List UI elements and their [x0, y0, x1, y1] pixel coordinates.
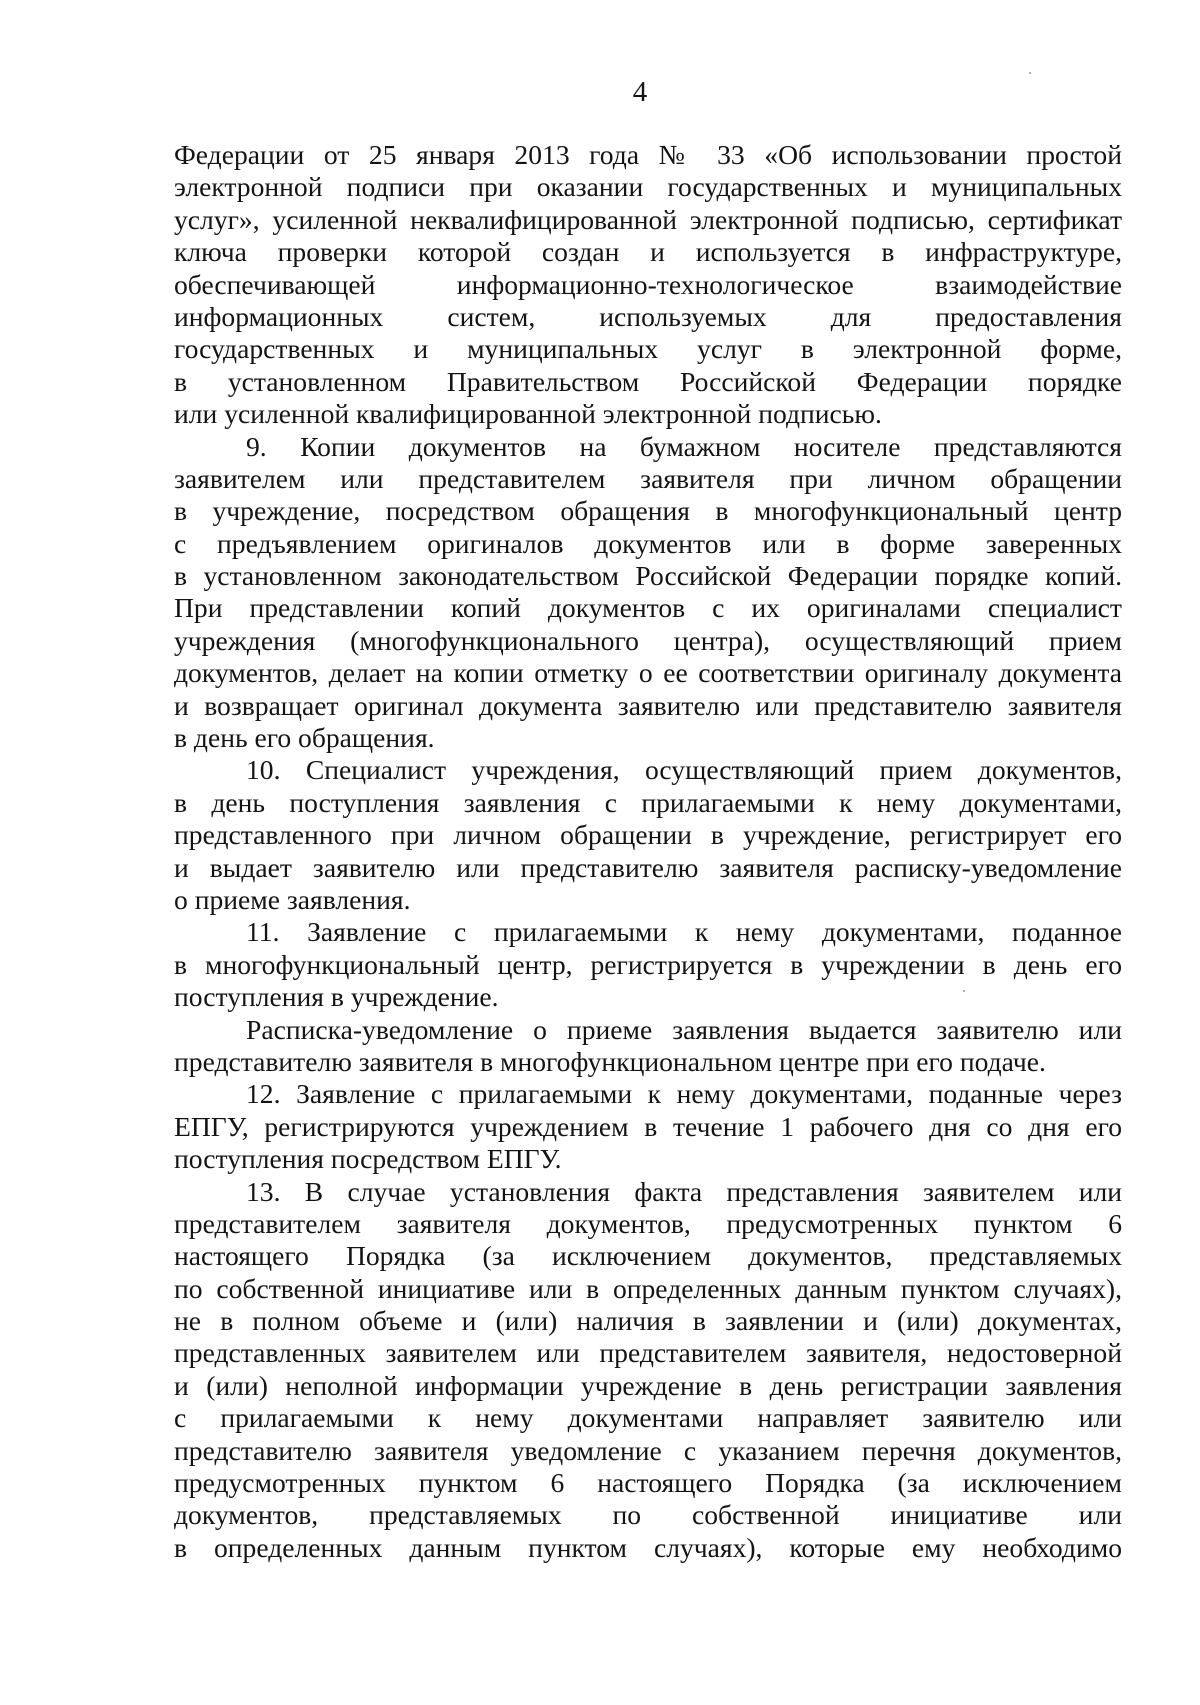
text-line: 11. Заявление с прилагаемыми к нему документами, поданное: [246, 916, 1122, 948]
text-line: представленных заявителем или представителем заявителя, недостоверной: [174, 1337, 1122, 1369]
text-line: документов, делает на копии отметку о ее соответствии оригиналу документа: [174, 657, 1122, 689]
text-line: обеспечивающей информационно-технологическое взаимодействие: [174, 268, 1122, 300]
text-line: не в полном объеме и (или) наличия в заявлении и (или) документах,: [174, 1305, 1122, 1337]
scan-speck: [1029, 72, 1031, 74]
text-line: информационных систем, используемых для предоставления: [174, 300, 1122, 332]
text-line: 13. В случае установления факта представления заявителем или: [246, 1175, 1122, 1207]
text-line: ключа проверки которой создан и используется в инфраструктуре,: [174, 236, 1122, 268]
text-line: поступления в учреждение.: [174, 981, 499, 1013]
text-line: по собственной инициативе или в определенных данным пунктом случаях),: [174, 1272, 1122, 1304]
text-line: в день поступления заявления с прилагаемыми к нему документами,: [174, 786, 1122, 818]
text-line: настоящего Порядка (за исключением документов, представляемых: [174, 1240, 1122, 1272]
text-line: о приеме заявления.: [174, 883, 411, 915]
text-line: в день его обращения.: [174, 722, 435, 754]
text-line: в многофункциональный центр, регистрируется в учреждении в день его: [174, 948, 1122, 980]
text-line: государственных и муниципальных услуг в электронной форме,: [174, 333, 1122, 365]
text-line: и возвращает оригинал документа заявителю или представителю заявителя: [174, 689, 1122, 721]
text-line: представителем заявителя документов, предусмотренных пунктом 6: [174, 1207, 1122, 1239]
text-line: электронной подписи при оказании государственных и муниципальных: [174, 171, 1122, 203]
text-line: При представлении копий документов с их оригиналами специалист: [174, 592, 1122, 624]
text-line: представленного при личном обращении в учреждение, регистрирует его: [174, 819, 1122, 851]
text-line: 10. Специалист учреждения, осуществляющий прием документов,: [246, 754, 1122, 786]
text-line: услуг», усиленной неквалифицированной электронной подписью, сертификат: [174, 203, 1122, 235]
text-line: или усиленной квалифицированной электронной подписью.: [174, 398, 882, 430]
text-line: учреждения (многофункционального центра), осуществляющий прием: [174, 624, 1122, 656]
text-line: представителю заявителя уведомление с указанием перечня документов,: [174, 1434, 1122, 1466]
scan-speck: [963, 990, 965, 992]
text-line: предусмотренных пунктом 6 настоящего Порядка (за исключением: [174, 1467, 1122, 1499]
text-line: представителю заявителя в многофункциональном центре при его подаче.: [174, 1045, 1046, 1077]
text-line: ЕПГУ, регистрируются учреждением в течение 1 рабочего дня со дня его: [174, 1110, 1122, 1142]
text-line: с прилагаемыми к нему документами направляет заявителю или: [174, 1402, 1122, 1434]
text-line: документов, представляемых по собственной инициативе или: [174, 1499, 1122, 1531]
text-line: и (или) неполной информации учреждение в день регистрации заявления: [174, 1369, 1122, 1401]
text-line: заявителем или представителем заявителя при личном обращении: [174, 462, 1122, 494]
text-line: 9. Копии документов на бумажном носителе представляются: [246, 430, 1122, 462]
document-body: [174, 139, 1122, 1564]
text-line: с предъявлением оригиналов документов или в форме заверенных: [174, 527, 1122, 559]
text-line: и выдает заявителю или представителю заявителя расписку-уведомление: [174, 851, 1122, 883]
text-line: поступления посредством ЕПГУ.: [174, 1143, 562, 1175]
text-line: Федерации от 25 января 2013 года № 33 «Об использовании простой: [174, 139, 1122, 170]
text-line: в учреждение, посредством обращения в многофункциональный центр: [174, 495, 1122, 527]
text-line: в установленном Правительством Российской Федерации порядке: [174, 365, 1122, 397]
page-number: 4: [632, 76, 648, 108]
text-line: в определенных данным пунктом случаях), которые ему необходимо: [174, 1531, 1122, 1563]
text-line: 12. Заявление с прилагаемыми к нему документами, поданные через: [246, 1078, 1122, 1110]
text-line: Расписка-уведомление о приеме заявления выдается заявителю или: [246, 1013, 1122, 1045]
text-line: в установленном законодательством Российской Федерации порядке копий.: [174, 560, 1122, 592]
